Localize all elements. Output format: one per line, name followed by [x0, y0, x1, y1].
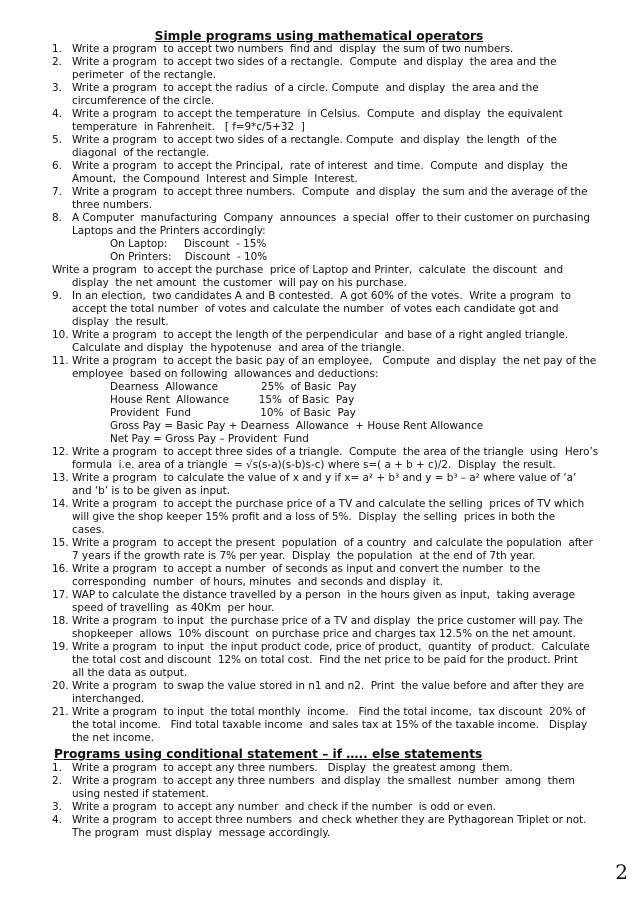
item-number: 18.: [52, 615, 69, 627]
item-text-line: Write a program to accept any number and check if the number is odd or even.: [72, 801, 496, 813]
list-item: [52, 706, 612, 745]
item-text-line: Write a program to accept the temperature in Celsius. Compute and display the equivalent: [72, 108, 563, 120]
item-text-line: Write a program to accept any three numbers. Display the greatest among them.: [72, 762, 513, 774]
item-number: 8.: [52, 212, 62, 224]
item-number: 1.: [52, 762, 62, 774]
item-detail-line: Gross Pay = Basic Pay + Dearness Allowance + House Rent Allowance: [110, 420, 484, 432]
item-text-line: interchanged.: [72, 693, 145, 705]
item-text-line: corresponding number of hours, minutes and seconds and display it.: [72, 576, 444, 588]
item-text-line: shopkeeper allows 10% discount on purchase price and charges tax 12.5% on the net amount.: [72, 628, 576, 640]
item-number: 19.: [52, 641, 69, 653]
section-heading-conditional: Programs using conditional statement – if ….. else statements: [54, 747, 483, 761]
list-item: [52, 43, 612, 56]
item-text-line: A Computer manufacturing Company announces a special offer to their customer on purchasing: [72, 212, 591, 224]
item-detail-line: House Rent Allowance 15% of Basic Pay: [110, 394, 355, 406]
item-text-line: Write a program to input the input product code, price of product, quantity of product. Calculate: [72, 641, 590, 653]
item-text-line: will give the shop keeper 15% profit and a loss of 5%. Display the selling prices in both the: [72, 511, 556, 523]
item-text-line: display the result.: [72, 316, 169, 328]
item-text-line: Write a program to calculate the value of x and y if x= a² + b³ and y = b³ – a² where value of ‘a’: [72, 472, 577, 484]
list-item: [52, 801, 612, 814]
item-number: 10.: [52, 329, 69, 341]
item-number: 4.: [52, 108, 62, 120]
item-number: 5.: [52, 134, 62, 146]
item-text-line: Write a program to accept the present population of a country and calculate the population after: [72, 537, 593, 549]
item-text-line: The program must display message accordingly.: [72, 827, 331, 839]
item-text-line: Write a program to accept three numbers. Compute and display the sum and the average of the: [72, 186, 588, 198]
list-item: [52, 775, 612, 801]
item-number: 4.: [52, 814, 62, 826]
item-text-line: Write a program to accept the length of the perpendicular and base of a right angled triangle.: [72, 329, 569, 341]
item-text-line: three numbers.: [72, 199, 153, 211]
list-item: [52, 212, 612, 264]
list-item: [52, 680, 612, 706]
item-text-line: Write a program to input the purchase price of a TV and display the price customer will pay. The: [72, 615, 583, 627]
item-number: 3.: [52, 82, 62, 94]
item-text-line: formula i.e. area of a triangle = √s(s-a)(s-b)s-c) where s=( a + b + c)/2. Display the result.: [72, 459, 556, 471]
list-item: [52, 615, 612, 641]
item-text-line: circumference of the circle.: [72, 95, 215, 107]
item-text-line: Write a program to input the total monthly income. Find the total income, tax discount 20% of: [72, 706, 586, 718]
item-text-line: Write a program to accept the Principal, rate of interest and time. Compute and display the: [72, 160, 568, 172]
note-text-line: display the net amount the customer will pay on his purchase.: [52, 277, 407, 289]
item-number: 21.: [52, 706, 69, 718]
item-text-line: the net income.: [72, 732, 155, 744]
list-item: [52, 329, 612, 355]
page-title: Simple programs using mathematical operators: [154, 29, 484, 43]
item-number: 14.: [52, 498, 69, 510]
item-text-line: Write a program to accept two sides of a rectangle. Compute and display the area and the: [72, 56, 557, 68]
item-text-line: accept the total number of votes and calculate the number of votes each candidate got and: [72, 303, 559, 315]
item-detail-line: Provident Fund 10% of Basic Pay: [110, 407, 356, 419]
item-number: 16.: [52, 563, 69, 575]
list-item: [52, 355, 612, 446]
list-item: [52, 814, 612, 840]
list-item: [52, 589, 612, 615]
item-number: 2.: [52, 56, 62, 68]
list-item: [52, 160, 612, 186]
item-text-line: Write a program to accept the basic pay of an employee, Compute and display the net pay of the: [72, 355, 597, 367]
item-number: 3.: [52, 801, 62, 813]
list-item: [52, 762, 612, 775]
item-text-line: temperature in Fahrenheit. [ f=9*c/5+32 ]: [72, 121, 305, 133]
item-text-line: Laptops and the Printers accordingly:: [72, 225, 266, 237]
item-detail-line: On Laptop: Discount - 15%: [110, 238, 267, 250]
item-text-line: 7 years if the growth rate is 7% per year. Display the population at the end of 7th year.: [72, 550, 536, 562]
item-number: 17.: [52, 589, 69, 601]
note-text-line: Write a program to accept the purchase price of Laptop and Printer, calculate the discount and: [52, 264, 564, 276]
list-item: [52, 498, 612, 537]
item-text-line: In an election, two candidates A and B contested. A got 60% of the votes. Write a program to: [72, 290, 572, 302]
item-text-line: Write a program to accept three sides of a triangle. Compute the area of the triangle using Hero’s: [72, 446, 599, 458]
item-text-line: Write a program to accept the purchase price of a TV and calculate the selling prices of TV which: [72, 498, 585, 510]
item-text-line: diagonal of the rectangle.: [72, 147, 210, 159]
item-number: 11.: [52, 355, 69, 367]
list-item: [52, 472, 612, 498]
item-text-line: Write a program to accept three numbers and check whether they are Pythagorean Triplet or not.: [72, 814, 587, 826]
list-item: [52, 134, 612, 160]
item-number: 20.: [52, 680, 69, 692]
item-text-line: perimeter of the rectangle.: [72, 69, 217, 81]
item-text-line: speed of travelling as 40Km per hour.: [72, 602, 275, 614]
item-text-line: Write a program to swap the value stored in n1 and n2. Print the value before and after they are: [72, 680, 585, 692]
list-item: [52, 290, 612, 329]
list-item: [52, 108, 612, 134]
item-text-line: Calculate and display the hypotenuse and area of the triangle.: [72, 342, 405, 354]
item-text-line: Write a program to accept the radius of a circle. Compute and display the area and the: [72, 82, 539, 94]
item-text-line: WAP to calculate the distance travelled by a person in the hours given as input, taking average: [72, 589, 575, 601]
list-item: [52, 446, 612, 472]
item-text-line: and ‘b’ is to be given as input.: [72, 485, 231, 497]
program-list-conditional: [52, 762, 612, 840]
page-number: 2: [615, 860, 628, 884]
item-number: 13.: [52, 472, 69, 484]
item-number: 6.: [52, 160, 62, 172]
item-text-line: the total cost and discount 12% on total cost. Find the net price to be paid for the product. Print: [72, 654, 578, 666]
item-text-line: all the data as output.: [72, 667, 188, 679]
item-text-line: using nested if statement.: [72, 788, 209, 800]
item-text-line: cases.: [72, 524, 105, 536]
item-text-line: Write a program to accept a number of seconds as input and convert the number to the: [72, 563, 541, 575]
item-text-line: Write a program to accept any three numbers and display the smallest number among them: [72, 775, 575, 787]
list-item: [52, 537, 612, 563]
list-item: [52, 563, 612, 589]
item-text-line: Amount, the Compound Interest and Simple Interest.: [72, 173, 358, 185]
item-detail-line: Net Pay = Gross Pay – Provident Fund: [110, 433, 309, 445]
item-number: 15.: [52, 537, 69, 549]
item-number: 7.: [52, 186, 62, 198]
item-number: 2.: [52, 775, 62, 787]
item-number: 12.: [52, 446, 69, 458]
list-item: [52, 641, 612, 680]
program-list-operators: [52, 43, 612, 745]
list-note: [52, 264, 612, 290]
item-number: 9.: [52, 290, 62, 302]
item-text-line: employee based on following allowances and deductions:: [72, 368, 379, 380]
item-text-line: Write a program to accept two numbers find and display the sum of two numbers.: [72, 43, 514, 55]
list-item: [52, 82, 612, 108]
list-item: [52, 56, 612, 82]
item-detail-line: Dearness Allowance 25% of Basic Pay: [110, 381, 357, 393]
item-text-line: Write a program to accept two sides of a rectangle. Compute and display the length of the: [72, 134, 557, 146]
item-number: 1.: [52, 43, 62, 55]
item-detail-line: On Printers: Discount - 10%: [110, 251, 268, 263]
item-text-line: the total income. Find total taxable income and sales tax at 15% of the taxable income. Display: [72, 719, 588, 731]
list-item: [52, 186, 612, 212]
